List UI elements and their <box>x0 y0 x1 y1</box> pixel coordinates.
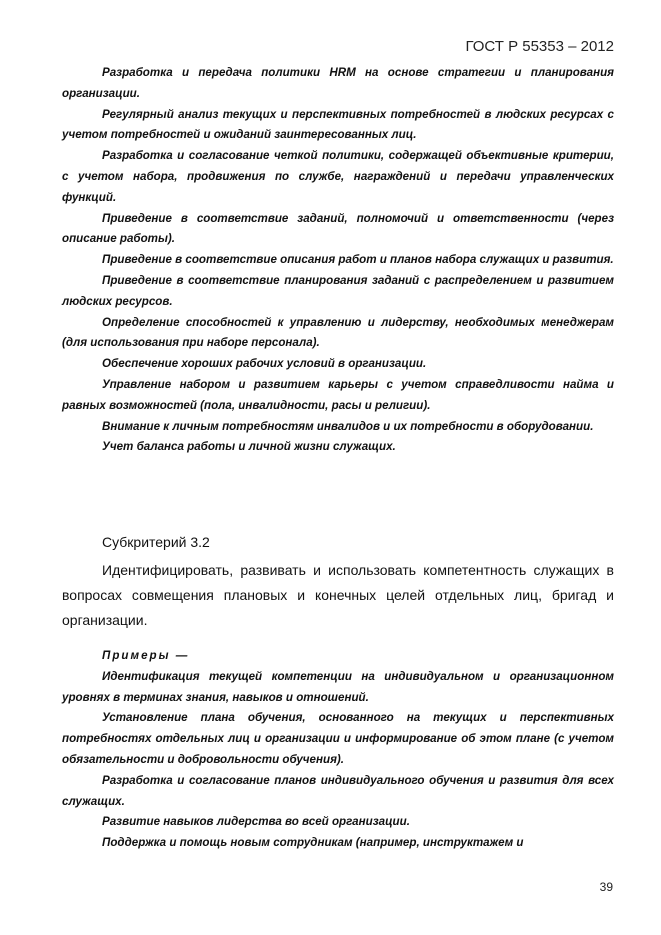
list-item: Определение способностей к управлению и лидерству, необходимых менеджерам (для использования при наборе персонала). <box>62 315 614 350</box>
subcriterion-title: Субкритерий 3.2 <box>102 534 210 550</box>
list-item: Развитие навыков лидерства во всей организации. <box>102 815 410 829</box>
policy-list <box>62 63 614 458</box>
list-item: Внимание к личным потребностям инвалидов и их потребности в оборудовании. <box>102 419 594 433</box>
list-item: Идентификация текущей компетенции на индивидуальном и организационном уровнях в терминах знания, навыков и отношений. <box>62 669 614 704</box>
list-item: Приведение в соответствие планирования заданий с распределением и развитием людских ресурсов. <box>62 273 614 308</box>
document-header: ГОСТ Р 55353 – 2012 <box>465 38 614 55</box>
list-item: Управление набором и развитием карьеры с учетом справедливости найма и равных возможностей (пола, инвалидности, расы и религии). <box>62 377 614 412</box>
subcriterion-text: Идентифицировать, развивать и использовать компетентность служащих в вопросах совмещения плановых и конечных целей отдельных лиц, бригад и организации. <box>62 562 614 628</box>
page-number: 39 <box>599 880 613 894</box>
list-item: Разработка и согласование четкой политики, содержащей объективные критерии, с учетом набора, продвижения по службе, награждений и передачи управленческих функций. <box>62 149 614 204</box>
list-item: Разработка и передача политики HRM на основе стратегии и планирования организации. <box>62 66 614 100</box>
examples-section <box>62 646 614 854</box>
list-item: Приведение в соответствие описания работ и планов набора служащих и развития. <box>102 253 614 267</box>
list-item: Установление плана обучения, основанного на текущих и перспективных потребностях отдельных лиц и организации и информирование об этом плане (с учетом обязательности и добровольности обучения). <box>62 711 614 766</box>
subcriterion-section <box>62 531 614 633</box>
list-item: Приведение в соответствие заданий, полномочий и ответственности (через описание работы). <box>62 211 614 246</box>
list-item: Регулярный анализ текущих и перспективных потребностей в людских ресурсах с учетом потребностей и ожиданий заинтересованных лиц. <box>62 107 614 142</box>
list-item: Обеспечение хороших рабочих условий в организации. <box>102 357 427 371</box>
examples-title: Примеры — <box>102 649 190 662</box>
list-item: Разработка и согласование планов индивидуального обучения и развития для всех служащих. <box>62 773 614 808</box>
list-item: Учет баланса работы и личной жизни служащих. <box>102 440 396 454</box>
list-item: Поддержка и помощь новым сотрудникам (например, инструктажем и <box>102 836 524 850</box>
